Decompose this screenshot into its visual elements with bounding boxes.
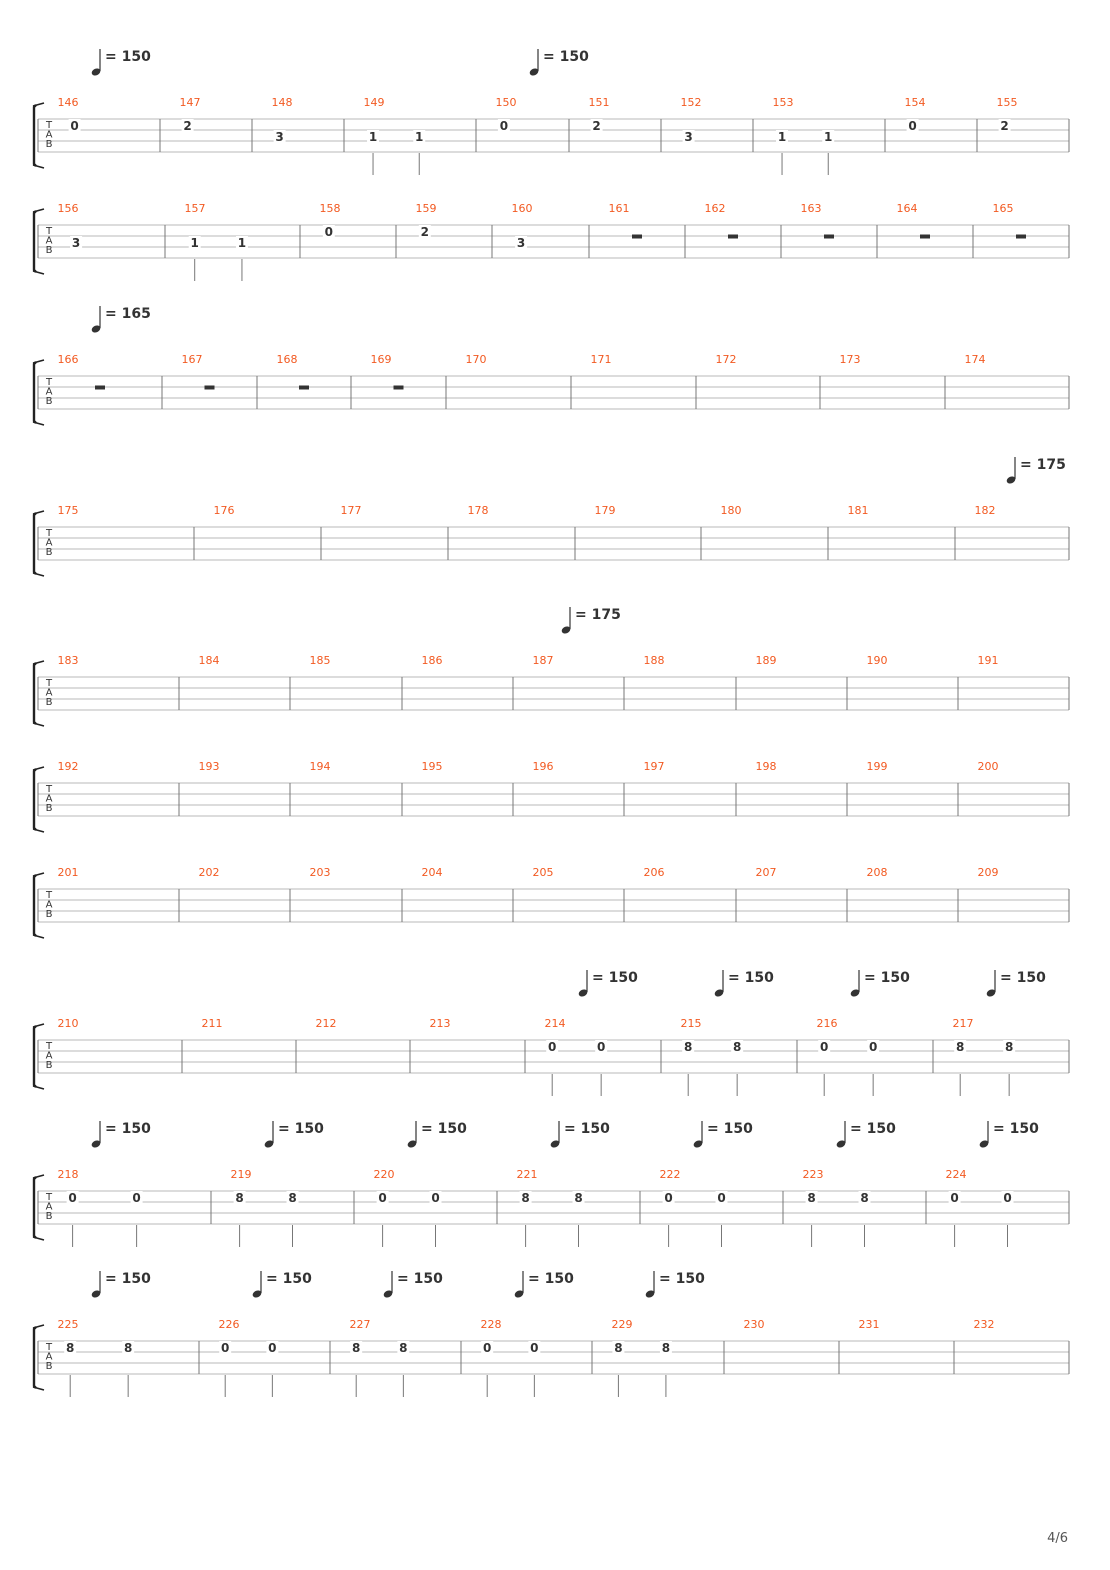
fret-number: 8 (614, 1341, 623, 1355)
fret-number: 0 (717, 1191, 726, 1205)
rest-symbol (1016, 235, 1026, 239)
tempo-marking (383, 1271, 444, 1299)
measure-number: 148 (271, 96, 293, 109)
bracket-hook-bottom (33, 935, 44, 938)
tab-clef-letter: T (45, 377, 53, 388)
tab-clef-letter: A (45, 537, 53, 549)
fret-number: 8 (860, 1191, 869, 1205)
fret-number: 3 (71, 236, 81, 250)
measure-number: 175 (57, 504, 79, 517)
tempo-marking (264, 1121, 325, 1149)
fret-number: 0 (268, 1341, 277, 1355)
tab-system (33, 49, 1069, 175)
page-number: 4/6 (1047, 1531, 1068, 1546)
system-bracket (34, 211, 36, 272)
tab-clef-letter: B (45, 697, 53, 708)
measure-number: 180 (720, 504, 742, 517)
fret-number: 1 (415, 130, 424, 144)
fret-number: 1 (368, 130, 378, 144)
tab-clef-letter: T (45, 1192, 53, 1203)
tempo-value: = 165 (105, 306, 151, 322)
system-bracket (34, 105, 36, 166)
measure-number: 181 (847, 504, 869, 517)
tab-clef-letter: A (45, 899, 53, 911)
measure-number: 228 (480, 1318, 502, 1331)
tab-system (33, 1121, 1069, 1247)
tempo-value: = 150 (1000, 970, 1046, 986)
fret-number: 8 (807, 1191, 816, 1205)
measure-number: 198 (755, 760, 777, 773)
fret-number: 2 (1000, 119, 1009, 133)
measure-number: 151 (588, 96, 610, 109)
fret-number: 0 (324, 225, 333, 239)
measure-number: 231 (858, 1318, 880, 1331)
measure-number: 166 (57, 353, 79, 366)
measure-number: 173 (839, 353, 861, 366)
rest-symbol (394, 386, 404, 390)
measure-number: 159 (415, 202, 437, 215)
fret-number: 0 (132, 1191, 141, 1205)
measure-number: 222 (659, 1168, 681, 1181)
measure-number: 190 (866, 654, 888, 667)
tempo-value: = 150 (105, 1121, 151, 1137)
bracket-hook-bottom (33, 1086, 44, 1089)
rest-symbol (728, 235, 738, 239)
fret-number: 8 (399, 1341, 408, 1355)
measure-number: 206 (643, 866, 665, 879)
measure-number: 176 (213, 504, 235, 517)
tab-clef-letter: T (45, 226, 53, 237)
fret-number: 8 (732, 1040, 742, 1054)
system-bracket (34, 663, 36, 724)
fret-number: 8 (684, 1040, 693, 1054)
measure-number: 226 (218, 1318, 240, 1331)
tempo-marking (693, 1121, 754, 1149)
measure-number: 203 (309, 866, 331, 879)
system-bracket (34, 1026, 36, 1087)
tempo-marking (252, 1271, 313, 1299)
fret-number: 0 (868, 1040, 878, 1054)
system-bracket (34, 1177, 36, 1238)
measure-number: 209 (977, 866, 999, 879)
measure-number: 187 (532, 654, 554, 667)
measure-number: 219 (230, 1168, 252, 1181)
tab-clef-letter: A (45, 386, 53, 398)
tab-clef-letter: B (45, 1060, 53, 1071)
bracket-hook-bottom (33, 573, 44, 576)
bracket-hook-top (33, 767, 44, 770)
bracket-hook-top (33, 1175, 44, 1178)
fret-number: 2 (592, 119, 601, 133)
tab-clef-letter: T (45, 1342, 53, 1353)
tempo-marking (91, 1271, 152, 1299)
bracket-hook-bottom (33, 723, 44, 726)
tempo-marking (514, 1271, 575, 1299)
measure-number: 155 (996, 96, 1018, 109)
tab-system (33, 202, 1069, 281)
measure-number: 172 (715, 353, 737, 366)
bracket-hook-top (33, 1325, 44, 1328)
measure-number: 185 (309, 654, 331, 667)
measure-number: 230 (743, 1318, 765, 1331)
tab-clef-letter: T (45, 890, 53, 901)
fret-number: 2 (183, 119, 192, 133)
tab-clef-letter: A (45, 1050, 53, 1062)
tab-clef-letter: A (45, 1351, 53, 1363)
tempo-marking (645, 1271, 706, 1299)
fret-number: 0 (820, 1040, 829, 1054)
fret-number: 3 (516, 236, 526, 250)
fret-number: 8 (288, 1191, 297, 1205)
fret-number: 8 (66, 1341, 75, 1355)
fret-number: 0 (221, 1341, 230, 1355)
fret-number: 3 (275, 130, 284, 144)
measure-number: 212 (315, 1017, 337, 1030)
measure-number: 170 (465, 353, 487, 366)
measure-number: 197 (643, 760, 665, 773)
measure-number: 213 (429, 1017, 451, 1030)
tempo-marking (529, 49, 590, 77)
measure-number: 220 (373, 1168, 395, 1181)
measure-number: 164 (896, 202, 918, 215)
tempo-value: = 150 (421, 1121, 467, 1137)
measure-number: 201 (57, 866, 79, 879)
measure-number: 195 (421, 760, 443, 773)
tempo-value: = 175 (1020, 457, 1066, 473)
bracket-hook-top (33, 661, 44, 664)
bracket-hook-bottom (33, 271, 44, 274)
measure-number: 167 (181, 353, 203, 366)
tab-system (33, 457, 1069, 576)
fret-number: 8 (123, 1341, 133, 1355)
tempo-value: = 150 (105, 1271, 151, 1287)
tempo-value: = 150 (728, 970, 774, 986)
tempo-value: = 150 (707, 1121, 753, 1137)
system-bracket (34, 875, 36, 936)
measure-number: 199 (866, 760, 888, 773)
system-bracket (34, 1327, 36, 1388)
fret-number: 8 (1004, 1040, 1014, 1054)
tempo-value: = 150 (543, 49, 589, 65)
tempo-value: = 150 (278, 1121, 324, 1137)
tab-system (33, 306, 1069, 425)
measure-number: 191 (977, 654, 999, 667)
tab-system (33, 866, 1069, 938)
measure-number: 194 (309, 760, 331, 773)
measure-number: 207 (755, 866, 777, 879)
rest-symbol (299, 386, 309, 390)
tab-clef-letter: B (45, 1211, 53, 1222)
measure-number: 179 (594, 504, 616, 517)
measure-number: 182 (974, 504, 996, 517)
tempo-value: = 150 (528, 1271, 574, 1287)
bracket-hook-top (33, 209, 44, 212)
bracket-hook-bottom (33, 1387, 44, 1390)
bracket-hook-bottom (33, 165, 44, 168)
measure-number: 214 (544, 1017, 566, 1030)
measure-number: 232 (973, 1318, 995, 1331)
measure-number: 189 (755, 654, 777, 667)
fret-number: 8 (352, 1341, 361, 1355)
measure-number: 147 (179, 96, 201, 109)
fret-number: 8 (956, 1040, 965, 1054)
tempo-value: = 150 (105, 49, 151, 65)
measure-number: 225 (57, 1318, 79, 1331)
tempo-marking (407, 1121, 468, 1149)
fret-number: 2 (420, 225, 429, 239)
measure-number: 156 (57, 202, 79, 215)
bracket-hook-bottom (33, 422, 44, 425)
tab-clef-letter: T (45, 678, 53, 689)
measure-number: 192 (57, 760, 79, 773)
measure-number: 217 (952, 1017, 974, 1030)
measure-number: 224 (945, 1168, 967, 1181)
measure-number: 211 (201, 1017, 223, 1030)
measure-number: 205 (532, 866, 554, 879)
tempo-marking (979, 1121, 1040, 1149)
bracket-hook-top (33, 1024, 44, 1027)
fret-number: 0 (548, 1040, 557, 1054)
tab-clef-letter: B (45, 909, 53, 920)
fret-number: 0 (908, 119, 917, 133)
measure-number: 184 (198, 654, 220, 667)
tempo-value: = 150 (864, 970, 910, 986)
fret-number: 8 (521, 1191, 530, 1205)
measure-number: 227 (349, 1318, 371, 1331)
measure-number: 158 (319, 202, 341, 215)
fret-number: 0 (596, 1040, 606, 1054)
fret-number: 8 (235, 1191, 244, 1205)
measure-number: 216 (816, 1017, 838, 1030)
measure-number: 177 (340, 504, 362, 517)
tab-clef-letter: B (45, 396, 53, 407)
measure-number: 193 (198, 760, 220, 773)
measure-number: 152 (680, 96, 702, 109)
measure-number: 150 (495, 96, 517, 109)
measure-number: 223 (802, 1168, 824, 1181)
tempo-value: = 175 (575, 607, 621, 623)
tempo-marking (91, 49, 152, 77)
tab-system (33, 1271, 1069, 1397)
tab-clef-letter: A (45, 793, 53, 805)
tempo-marking (578, 970, 639, 998)
fret-number: 1 (190, 236, 199, 250)
measure-number: 208 (866, 866, 888, 879)
measure-number: 169 (370, 353, 392, 366)
tempo-value: = 150 (592, 970, 638, 986)
tempo-marking (1006, 457, 1066, 485)
measure-number: 178 (467, 504, 489, 517)
measure-number: 188 (643, 654, 665, 667)
fret-number: 0 (1003, 1191, 1012, 1205)
tab-system (33, 607, 1069, 726)
tempo-value: = 150 (993, 1121, 1039, 1137)
measure-number: 165 (992, 202, 1014, 215)
bracket-hook-bottom (33, 1237, 44, 1240)
rest-symbol (205, 386, 215, 390)
measure-number: 161 (608, 202, 630, 215)
fret-number: 0 (431, 1191, 440, 1205)
measure-number: 153 (772, 96, 794, 109)
measure-number: 210 (57, 1017, 79, 1030)
fret-number: 1 (824, 130, 833, 144)
rest-symbol (632, 235, 642, 239)
tab-clef-letter: B (45, 245, 53, 256)
fret-number: 1 (777, 130, 787, 144)
tempo-marking (836, 1121, 897, 1149)
measure-number: 196 (532, 760, 554, 773)
tab-system (33, 760, 1069, 832)
tab-clef-letter: T (45, 528, 53, 539)
measure-number: 202 (198, 866, 220, 879)
measure-number: 218 (57, 1168, 79, 1181)
tempo-marking (561, 607, 621, 635)
tab-clef-letter: T (45, 1041, 53, 1052)
tab-clef-letter: A (45, 129, 53, 141)
fret-number: 1 (237, 236, 247, 250)
bracket-hook-top (33, 360, 44, 363)
tab-clef-letter: B (45, 547, 53, 558)
tab-system (33, 970, 1069, 1096)
measure-number: 183 (57, 654, 79, 667)
measure-number: 186 (421, 654, 443, 667)
tempo-marking (550, 1121, 611, 1149)
fret-number: 0 (483, 1341, 492, 1355)
measure-number: 163 (800, 202, 822, 215)
rest-symbol (95, 386, 105, 390)
fret-number: 8 (574, 1191, 583, 1205)
rest-symbol (824, 235, 834, 239)
tempo-marking (91, 1121, 152, 1149)
fret-number: 0 (378, 1191, 387, 1205)
system-bracket (34, 769, 36, 830)
measure-number: 168 (276, 353, 298, 366)
measure-number: 154 (904, 96, 926, 109)
measure-number: 171 (590, 353, 612, 366)
fret-number: 0 (499, 119, 509, 133)
measure-number: 149 (363, 96, 385, 109)
rest-symbol (920, 235, 930, 239)
measure-number: 160 (511, 202, 533, 215)
measure-number: 174 (964, 353, 986, 366)
bracket-hook-top (33, 873, 44, 876)
measure-number: 200 (977, 760, 999, 773)
measure-number: 204 (421, 866, 443, 879)
measure-number: 215 (680, 1017, 702, 1030)
fret-number: 0 (70, 119, 79, 133)
tempo-value: = 150 (564, 1121, 610, 1137)
tab-clef-letter: A (45, 235, 53, 247)
bracket-hook-top (33, 511, 44, 514)
tempo-value: = 150 (266, 1271, 312, 1287)
fret-number: 0 (664, 1191, 673, 1205)
bracket-hook-bottom (33, 829, 44, 832)
tempo-marking (850, 970, 911, 998)
tempo-marking (91, 306, 151, 334)
measure-number: 221 (516, 1168, 538, 1181)
tempo-value: = 150 (659, 1271, 705, 1287)
tempo-value: = 150 (850, 1121, 896, 1137)
tab-clef-letter: B (45, 803, 53, 814)
fret-number: 3 (684, 130, 693, 144)
tempo-value: = 150 (397, 1271, 443, 1287)
fret-number: 0 (68, 1191, 77, 1205)
tab-clef-letter: B (45, 139, 53, 150)
measure-number: 229 (611, 1318, 633, 1331)
fret-number: 0 (530, 1341, 539, 1355)
measure-number: 157 (184, 202, 206, 215)
tempo-marking (714, 970, 775, 998)
tab-clef-letter: B (45, 1361, 53, 1372)
tempo-marking (986, 970, 1047, 998)
system-bracket (34, 362, 36, 423)
fret-number: 8 (661, 1341, 671, 1355)
tab-clef-letter: A (45, 687, 53, 699)
bracket-hook-top (33, 103, 44, 106)
measure-number: 146 (57, 96, 79, 109)
fret-number: 0 (950, 1191, 959, 1205)
measure-number: 162 (704, 202, 726, 215)
tab-clef-letter: T (45, 784, 53, 795)
system-bracket (34, 513, 36, 574)
tab-clef-letter: A (45, 1201, 53, 1213)
tab-clef-letter: T (45, 120, 53, 131)
